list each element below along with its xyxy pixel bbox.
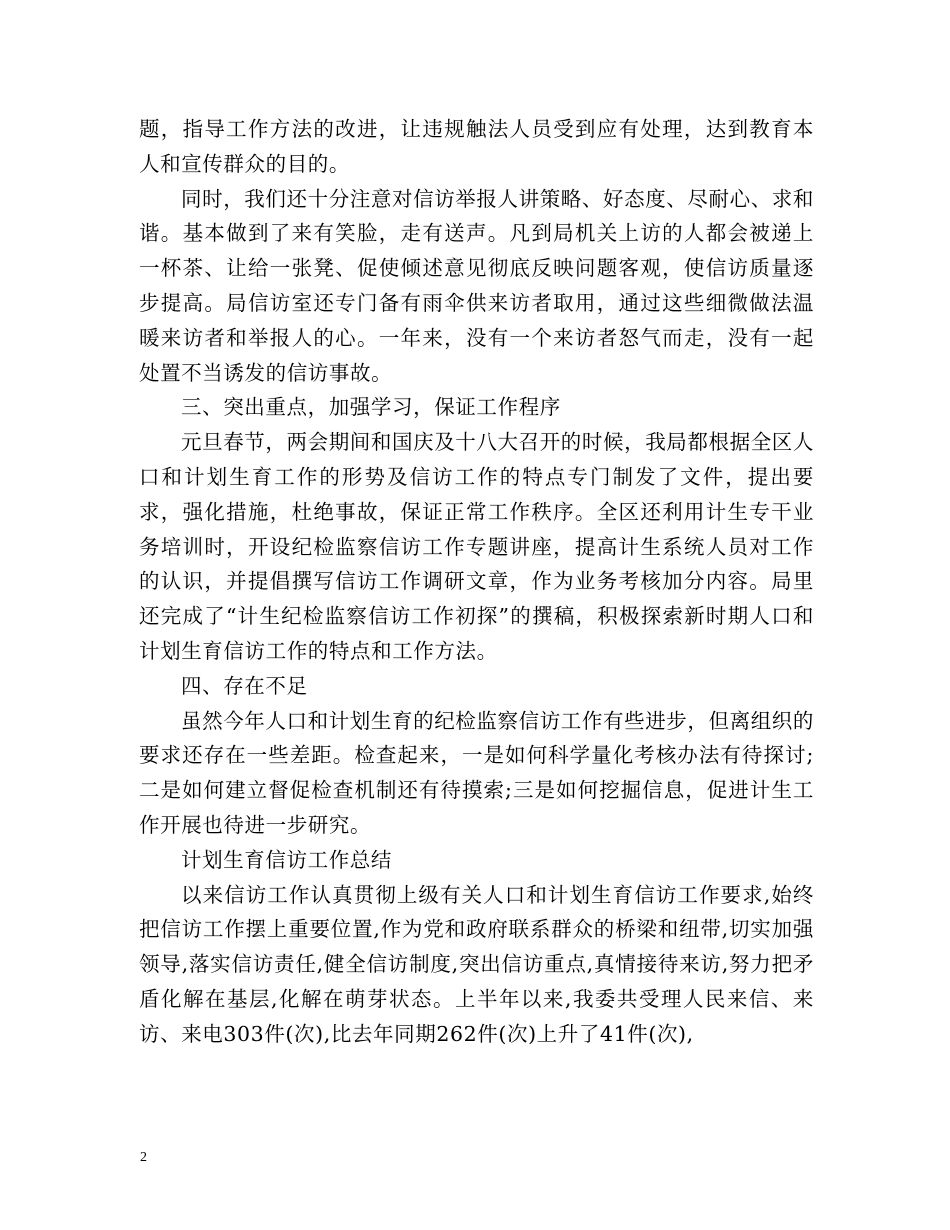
- paragraph-shortcomings: 虽然今年人口和计划生育的纪检监察信访工作有些进步，但离组织的要求还存在一些差距。检查起来，一是如何科学量化考核办法有待探讨;二是如何建立督促检查机制还有待摸索;三是如何挖掘信息，促进计生工作开展也待进一步研究。: [139, 708, 814, 837]
- paragraph-summary-intro: 以来信访工作认真贯彻上级有关人口和计划生育信访工作要求,始终把信访工作摆上重要位置,作为党和政府联系群众的桥梁和纽带,切实加强领导,落实信访责任,健全信访制度,突出信访重点,真情接待来访,努力把矛盾化解在基层,化解在萌芽状态。上半年以来,我委共受理人民来信、来访、来电303件(次),比去年同期262件(次)上升了41件(次),: [139, 882, 814, 1046]
- document-body: [139, 112, 814, 1052]
- document-subtitle: 计划生育信访工作总结: [181, 847, 392, 872]
- paragraph-continuation: 题，指导工作方法的改进，让违规触法人员受到应有处理，达到教育本人和宣传群众的目的。: [139, 117, 814, 176]
- paragraph-attitude: 同时，我们还十分注意对信访举报人讲策略、好态度、尽耐心、求和谐。基本做到了来有笑脸，走有送声。凡到局机关上访的人都会被递上一杯茶、让给一张凳、促使倾述意见彻底反映问题客观，使信访质量逐步提高。局信访室还专门备有雨伞供来访者取用，通过这些细微做法温暖来访者和举报人的心。一年来，没有一个来访者怒气而走，没有一起处置不当诱发的信访事故。: [139, 186, 814, 385]
- paragraph-key-periods: 元旦春节，两会期间和国庆及十八大召开的时候，我局都根据全区人口和计划生育工作的形势及信访工作的特点专门制发了文件，提出要求，强化措施，杜绝事故，保证正常工作秩序。全区还利用计生专干业务培训时，开设纪检监察信访工作专题讲座，提高计生系统人员对工作的认识，并提倡撰写信访工作调研文章，作为业务考核加分内容。局里还完成了“计生纪检监察信访工作初探”的撰稿，积极探索新时期人口和计划生育信访工作的特点和工作方法。: [139, 430, 814, 663]
- section-heading-three: 三、突出重点，加强学习，保证工作程序: [181, 395, 561, 420]
- page-number: 2: [140, 1150, 147, 1165]
- section-heading-four: 四、存在不足: [181, 673, 308, 698]
